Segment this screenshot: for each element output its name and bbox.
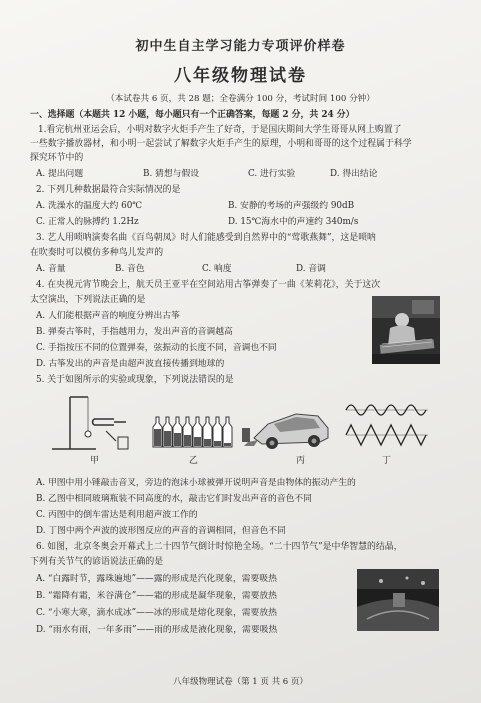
q3-option-a: A. 音量 <box>36 264 66 274</box>
exam-subtitle: 八年级物理试卷 <box>174 66 307 86</box>
figure-label-jia: 甲 <box>90 456 99 466</box>
q2-option-c: C. 正常人的脉搏约 1.2Hz <box>36 217 139 227</box>
page-footer: 八年级物理试卷（第 1 页 共 6 页） <box>173 677 308 687</box>
olympics-ceremony-photo <box>357 569 439 631</box>
q6-line-2: 下列有关节气的谚语说法正确的是 <box>30 557 164 567</box>
q1-option-b: B. 猜想与假设 <box>143 169 200 179</box>
q5-stem: 5. 关于如图所示的实验或现象，下列说法错误的是 <box>36 375 234 385</box>
q5-option-c: C. 丙图中的倒车雷达是利用超声波工作的 <box>36 510 198 520</box>
q2-option-b: B. 安静的考场的声强级约 90dB <box>228 201 355 211</box>
q4-option-b: B. 弹奏古筝时，手指越用力，发出声音的音调越高 <box>36 327 233 337</box>
q6-line-1: 6. 如图，北京冬奥会开幕式上二十四节气倒计时惊艳全场。“二十四节气”是中华智慧的结晶， <box>36 542 403 552</box>
q4-line-2: 太空演出，下列说法正确的是 <box>30 295 146 305</box>
q1-option-c: C. 进行实验 <box>248 169 296 179</box>
q6-option-c: C. “小寒大寒，滴水成冰”——冰的形成是熔化现象，需要放热 <box>36 608 277 618</box>
q1-line-2: 一些数字播放器材，和小明一起尝试了解数字火炬手产生的原理，小明和哥哥的这个过程属于科学 <box>30 139 412 149</box>
exam-note: （本试卷共 6 页，共 28 题；全卷满分 100 分，考试时间 100 分钟） <box>106 94 375 104</box>
q3-line-1: 3. 艺人用唢呐演奏名曲《百鸟朝凤》时人们能感受到自然界中的“莺歌燕舞”，这是唢呐 <box>36 233 376 243</box>
q4-option-d: D. 古筝发出的声音是由超声波直接传播到地球的 <box>36 359 225 369</box>
q5-option-a: A. 甲图中用小锤敲击音叉，旁边的泡沫小球被弹开说明声音是由物体的振动产生的 <box>36 478 356 488</box>
q6-option-d: D. “雨水有雨，一年多雨”——雨的形成是液化现象，需要吸热 <box>36 625 278 635</box>
q2-option-d: D. 15℃海水中的声速约 340m/s <box>228 217 359 227</box>
q2-option-a: A. 洗澡水的温度大约 60℃ <box>36 201 143 211</box>
q5-option-d: D. 丁图中两个声波的波形图反应的声音的音调相同，但音色不同 <box>36 526 286 536</box>
exam-title: 初中生自主学习能力专项评价样卷 <box>135 39 346 54</box>
q3-option-b: B. 音色 <box>115 264 145 274</box>
figure-jia-tuning-fork <box>48 391 132 453</box>
q3-option-d: D. 音调 <box>296 264 326 274</box>
astronaut-guzheng-photo <box>372 296 440 364</box>
figure-ding-waveforms <box>344 397 430 449</box>
q4-option-a: A. 人们能根据声音的响度分辨出古筝 <box>36 311 180 321</box>
q3-line-2: 在吹奏时可以模仿多种鸟儿发声的 <box>30 248 164 258</box>
section-heading: 一、选择题（本题共 12 小题，每小题只有一个正确答案，每题 2 分，共 24 分） <box>30 110 355 120</box>
q1-option-a: A. 提出问题 <box>36 169 84 179</box>
figure-label-yi: 乙 <box>189 456 198 466</box>
q1-line-1: 1.看完杭州亚运会后，小明对数字火炬手产生了好奇，于是国庆期间大学生哥哥从网上购置了 <box>38 125 402 135</box>
q3-option-c: C. 响度 <box>202 264 232 274</box>
q5-option-b: B. 乙图中相同玻璃瓶装不同高度的水，敲击它们时发出声音的音色不同 <box>36 494 312 504</box>
q6-photo <box>357 569 439 631</box>
q6-option-a: A. “白露时节，露珠遍地”——露的形成是汽化现象，需要吸热 <box>36 574 277 584</box>
figure-label-bing: 丙 <box>296 456 305 466</box>
q1-option-d: D. 得出结论 <box>330 169 378 179</box>
q4-photo <box>372 296 440 364</box>
figure-bing-reversing-car <box>240 402 332 452</box>
q2-stem: 2. 下列几种数据最符合实际情况的是 <box>36 185 181 195</box>
q4-option-c: C. 手指按压不同的位置弹奏，弦振动的长度不同，音调也不同 <box>36 343 277 353</box>
q6-option-b: B. “霜降有霜，米谷满仓”——霜的形成是凝华现象，需要放热 <box>36 591 277 601</box>
figure-yi-bottles <box>150 413 234 449</box>
q4-line-1: 4. 在央视元宵节晚会上，航天员王亚平在空间站用古筝弹奏了一曲《茉莉花》，关于这次 <box>36 280 381 290</box>
figure-label-ding: 丁 <box>382 456 391 466</box>
q1-line-3: 探究环节中的 <box>30 153 84 163</box>
